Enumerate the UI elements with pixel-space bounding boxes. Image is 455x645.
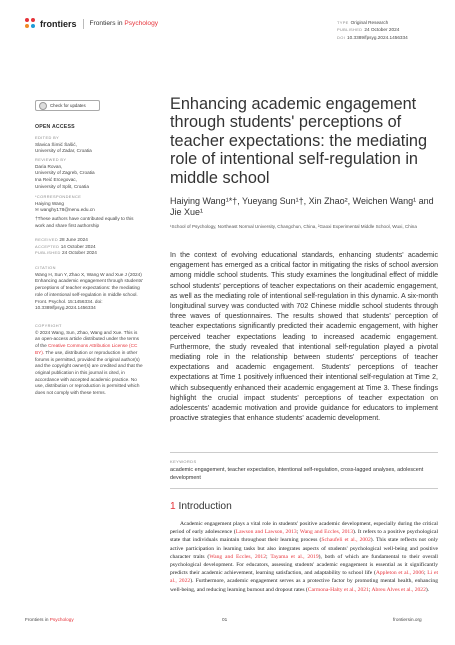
edited-by (35, 135, 143, 155)
citation-link[interactable]: Wang and Eccles, 2013 (299, 529, 354, 536)
accepted-label: ACCEPTED (35, 243, 60, 249)
copyright-text (35, 330, 143, 397)
section-title: Introduction (175, 501, 232, 512)
reviewer-affiliation: University of Zagreb, Croatia (35, 170, 95, 176)
citation-link[interactable]: Lawson and Lawson, 2013 (235, 529, 297, 536)
citation-link[interactable]: Schaufeli et al., 2002 (321, 537, 371, 544)
article-published (337, 26, 408, 33)
refresh-icon (39, 102, 47, 110)
type-label: TYPE (337, 20, 349, 25)
citation-link[interactable]: Appleton et al., 2006 (375, 570, 424, 577)
reviewer-name: Daria Rovan, (35, 163, 63, 169)
correspondence-email[interactable]: ✉ wanghy178@nenu.edu.cn (35, 207, 95, 213)
paragraph-text: ; (296, 529, 300, 536)
reviewed-by-label: REVIEWED BY (35, 157, 67, 162)
paragraph-text: ; (266, 553, 271, 560)
journal-accent: Psychology (124, 20, 159, 27)
footer-journal-prefix: Frontiers in (25, 617, 50, 622)
reviewer-name: Ina Reić Ercegovac, (35, 177, 77, 183)
keywords-divider (170, 452, 438, 453)
published-value: 24 October 2024 (364, 27, 400, 33)
doi-label: DOI (337, 34, 346, 40)
check-for-updates-button[interactable] (35, 100, 100, 111)
copyright-label: COPYRIGHT (35, 323, 62, 328)
keywords-label: KEYWORDS (170, 459, 197, 464)
paragraph-text: ; (368, 586, 372, 593)
published-date (35, 250, 143, 257)
license-link[interactable]: Creative Commons Attribution License (CC BY) (35, 343, 138, 355)
abstract: In the context of evolving educational standards, enhancing students' academic engagement has emerged as a critical factor in mitigating the risks of school aversion among middle school students. This study examines the longitudinal effect of middle school students' perceptions of teacher expectations on their academic engagement, as well as the mediating role of intentional self-regulation in this dynamic. A six-month longitudinal survey was conducted with 702 Chinese middle school students through three waves of questionnaires. The results showed that students' perception of teacher expectations significantly predicted their academic engagement, with higher perceived teacher expectations leading to increased academic engagement. Furthermore, the study revealed that intentional self-regulation played a pivotal mediating role in the relationship between students' perceptions of teacher expectations and academic engagement. Students' perceptions of teacher expectations at Time 1 positively influenced their intentional self-regulation at Time 2, which subsequently enhanced their academic engagement at Time 3. These findings highlight the crucial impact students' perceptions of teacher expectation on adolescents' academic motivation and provide guidance for educators to implement proactive strategies that enhance students' academic development. (170, 252, 438, 423)
copyright (35, 323, 143, 397)
editor-affiliation: University of Zadar, Croatia (35, 148, 92, 154)
section-number: 1 (170, 501, 176, 512)
author-list: Haiying Wang¹*†, Yueyang Sun¹†, Xin Zhao², Weichen Wang¹ and Jie Xue¹ (170, 196, 434, 217)
published-value: 24 October 2024 (61, 250, 97, 256)
citation-link[interactable]: Tayama et al., 2019 (270, 553, 319, 560)
paragraph-text: ). It refers to a positive psychological state that individuals maintain throughout their learning process ( (170, 529, 439, 544)
footer-journal-accent: Psychology (49, 617, 74, 622)
correspondence (35, 194, 143, 214)
paragraph-text: Academic engagement plays a vital role in students' positive academic development, especially during the critical period of early adolescence ( (170, 521, 438, 536)
accepted-value: 14 October 2024 (60, 243, 96, 249)
contribution-note: †These authors have contributed equally to this work and share first authorship (35, 216, 134, 228)
article-dates (35, 237, 143, 257)
affiliations: ¹School of Psychology, Northeast Normal University, Changchun, China, ²Gaoxi Experimental Middle School, Wuxi, China (170, 224, 417, 229)
frontiers-wordmark[interactable]: frontiers (40, 18, 77, 29)
paragraph-text: ; (423, 570, 428, 577)
article-meta (337, 19, 408, 41)
copyright-text-a: © 2024 Wang, Sun, Zhao, Wang and Xue. This is an open-access article distributed under the terms of the (35, 329, 139, 349)
editor-name: Slavica Šimić Šašić, (35, 141, 77, 147)
introduction-paragraph (170, 520, 438, 594)
paragraph-text: ). This state reflects not only active participation in learning tasks but also integrates aspects of students' psychological well-being and positive character traits ( (170, 537, 438, 560)
reviewed-by (35, 157, 143, 191)
citation-link[interactable]: Li et al., 2022 (170, 570, 438, 585)
citation-link[interactable]: Carmona-Halty et al., 2021 (307, 586, 369, 593)
section-divider (170, 488, 438, 489)
edited-by-label: EDITED BY (35, 135, 60, 140)
citation-label: CITATION (35, 265, 56, 270)
reviewer-affiliation: University of Split, Croatia (35, 183, 89, 189)
correspondence-label: *CORRESPONDENCE (35, 194, 82, 199)
article-type (337, 19, 408, 26)
page-number: 01 (222, 617, 228, 622)
paragraph-text: ), both of which are fundamental to their overall psychological development. For educators, assessing students' academic engagement is essential as it significantly predicts their academic achievement, learning satisfaction, and adaptability to school life ( (170, 553, 438, 577)
type-value: Original Research (350, 20, 389, 25)
published-label: PUBLISHED (337, 27, 363, 33)
accepted-date (35, 244, 143, 251)
citation (35, 265, 143, 312)
citation-text: Wang H, Sun Y, Zhao X, Wang W and Xue J (2024) Enhancing academic engagement through students' perceptions of teacher expectations: the mediating role of intentional self-regulation in middle school. Front. Psychol. 15:1456334. doi: 10.3389/fpsyg.2024.1456334 (35, 271, 144, 311)
keywords: academic engagement, teacher expectation, intentional self-regulation, cross-lagged analyses, adolescent development (170, 467, 424, 481)
journal-header (25, 18, 158, 29)
citation-link[interactable]: Wang and Eccles, 2012 (209, 553, 267, 560)
article-doi[interactable] (337, 34, 408, 41)
published-label: PUBLISHED (35, 250, 61, 256)
received-date (35, 237, 143, 244)
section-heading-introduction (170, 501, 232, 512)
copyright-text-b: . The use, distribution or reproduction in other forums is permitted, provided the original author(s) and the copyright owner(s) are credited and that the original publication in this journal is cited, in accordance with accepted academic practice. No use, distribution or reproduction is permitted which does not comply with these terms. (35, 349, 143, 396)
footer-site-link[interactable]: frontiersin.org (393, 617, 422, 622)
citation-link[interactable]: Abreu Alves et al., 2022 (371, 586, 426, 593)
received-value: 28 June 2024 (59, 237, 88, 242)
journal-prefix: Frontiers in (89, 20, 125, 27)
open-access-label: OPEN ACCESS (35, 124, 75, 130)
paragraph-text: ). Furthermore, academic engagement serves as a protective factor by promoting mental health, enhancing well-being, and reducing learning burnout and dropout rates ( (170, 578, 438, 593)
check-updates-label: Check for updates (50, 103, 86, 108)
corresponding-author: Haiying Wang (35, 200, 65, 206)
header-divider (83, 19, 84, 29)
journal-name[interactable] (90, 20, 159, 27)
article-title: Enhancing academic engagement through students' perceptions of teacher expectations: the mediating role of intentional self-regulation in middle school (170, 95, 428, 187)
footer-journal (25, 617, 74, 622)
received-label: RECEIVED (35, 237, 59, 242)
doi-value[interactable]: 10.3389/fpsyg.2024.1456334 (347, 34, 408, 40)
frontiers-logo-icon[interactable] (25, 18, 36, 29)
paragraph-text: ). (425, 586, 430, 593)
